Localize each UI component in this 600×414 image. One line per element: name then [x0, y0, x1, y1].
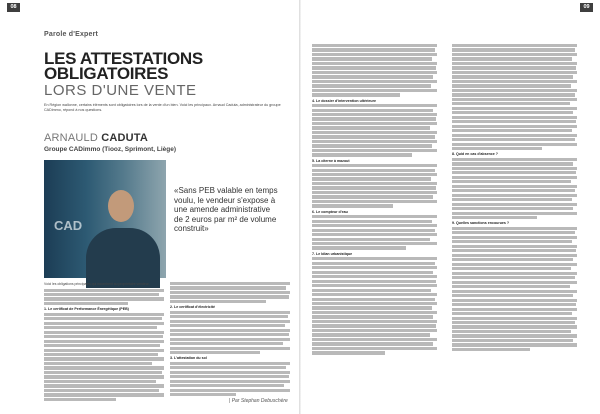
article-title-line1: LES ATTESTATIONS — [44, 49, 203, 68]
body-text-lines — [312, 104, 437, 157]
article-title-line3: LORS D'UNE VENTE — [44, 82, 197, 99]
article-title-line2: OBLIGATOIRES — [44, 64, 169, 83]
subheading: 4. Le dossier d'intervention ultérieure — [312, 98, 376, 103]
left-text-column-1 — [44, 282, 164, 402]
author-role: Groupe CADimmo (Tiooz, Sprimont, Liège) — [44, 146, 177, 153]
right-text-column-2 — [452, 44, 577, 352]
subheading: 8. Quid en cas d'absence ? — [452, 152, 498, 157]
subheading: 2. Le certificat d'électricité — [170, 305, 215, 310]
left-text-column-2 — [170, 282, 290, 398]
section-label: Parole d'Expert — [44, 31, 99, 38]
body-text-lines — [312, 164, 437, 208]
author-name — [44, 132, 148, 144]
page-number-left: 08 — [7, 3, 20, 12]
subheading: 9. Quelles sanctions encourues ? — [452, 221, 510, 226]
subheading: 7. Le bilan urbanistique — [312, 251, 353, 256]
body-text-lines — [170, 362, 290, 397]
subheading: 3. L'attestation du sol — [170, 356, 207, 361]
pull-quote: «Sans PEB valable en temps voulu, le vendeur s'expose à une amende administrative de 2 euros par m² de volume construit» — [174, 186, 278, 233]
body-text-lines — [312, 215, 437, 250]
body-text-lines — [312, 257, 437, 354]
right-text-column-1 — [312, 44, 437, 356]
subheading: 1. Le certificat de Performance Énergétique (PEB) — [44, 307, 129, 312]
author-last-name: CADUTA — [101, 132, 149, 144]
body-text-lines — [170, 282, 290, 303]
body-text-lines — [44, 313, 164, 401]
subheading: 6. Le compteur d'eau — [312, 209, 348, 214]
body-text-lines — [312, 44, 437, 97]
page-number-right: 09 — [580, 3, 593, 12]
photo-face — [108, 190, 134, 222]
article-lead: En Région wallonne, certains éléments sont obligatoires lors de la vente d'un bien. Voici les principaux. Arnaud Caduta, administrateur du groupe CADimmo, répond à nos questions. — [44, 103, 281, 112]
column-intro: Voici les obligations principales qui incombent au propriétaire vendeur. — [44, 282, 150, 286]
byline: | Par Stephan Debuschère — [229, 398, 288, 404]
body-text-lines — [452, 44, 577, 150]
body-text-lines — [170, 311, 290, 355]
body-text-lines — [44, 289, 164, 306]
right-page — [229, 0, 600, 414]
body-text-lines — [452, 227, 577, 351]
author-photo — [44, 160, 166, 278]
author-first-name: ARNAULD — [44, 132, 98, 144]
photo-background-text: CAD — [54, 218, 83, 233]
body-text-lines — [452, 158, 577, 219]
photo-body — [86, 228, 160, 288]
subheading: 5. La citerne à mazout — [312, 158, 350, 163]
